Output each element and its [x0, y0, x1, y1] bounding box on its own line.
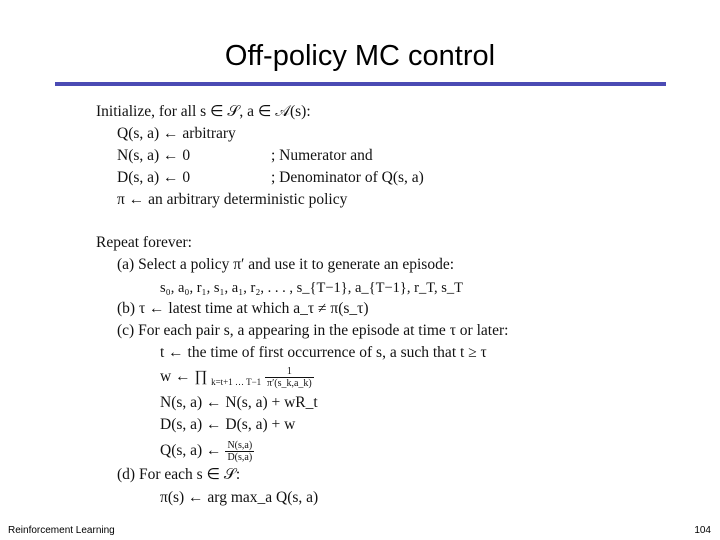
slide-title: Off-policy MC control — [224, 40, 496, 72]
weight-lhs: w ← ∏ — [160, 368, 208, 386]
q-numerator: N(s,a) — [227, 440, 253, 451]
weight-denominator: π′(s_k,a_k) — [267, 378, 312, 389]
denominator-update: D(s, a) ← D(s, a) + w — [160, 416, 296, 433]
weight-update — [160, 366, 314, 391]
init-n-comment: ; Numerator and — [271, 147, 373, 164]
init-d: D(s, a) ← 0 — [117, 169, 191, 186]
page-number: 104 — [694, 525, 711, 536]
step-t: t ← the time of first occurrence of s, a such that t ≥ τ — [160, 344, 487, 361]
q-update — [160, 440, 254, 463]
step-a: (a) Select a policy π′ and use it to generate an episode: — [117, 256, 455, 273]
init-n: N(s, a) ← 0 — [117, 147, 191, 164]
footer-course: Reinforcement Learning — [8, 525, 115, 536]
init-q: Q(s, a) ← arbitrary — [117, 125, 236, 142]
q-fraction — [225, 440, 254, 463]
greedy-update: π(s) ← arg max_a Q(s, a) — [160, 489, 319, 506]
weight-numerator: 1 — [265, 366, 314, 378]
loop-header: Repeat forever: — [96, 234, 192, 251]
step-c: (c) For each pair s, a appearing in the episode at time τ or later: — [117, 322, 509, 339]
step-d: (d) For each s ∈ 𝒮: — [117, 466, 241, 483]
q-lhs: Q(s, a) ← — [160, 442, 222, 460]
episode-sequence: s₀, a₀, r₁, s₁, a₁, r₂, . . . , s_{T−1}, a_{T−1}, r_T, s_T — [160, 280, 463, 296]
product-limits: k=t+1 … T−1 — [211, 377, 262, 388]
step-b: (b) τ ← latest time at which a_τ ≠ π(s_τ) — [117, 300, 369, 317]
q-denominator: D(s,a) — [227, 452, 253, 463]
numerator-update: N(s, a) ← N(s, a) + wR_t — [160, 394, 318, 411]
init-pi: π ← an arbitrary deterministic policy — [117, 191, 348, 208]
init-d-comment: ; Denominator of Q(s, a) — [271, 169, 424, 186]
weight-fraction — [265, 366, 314, 389]
init-header: Initialize, for all s ∈ 𝒮, a ∈ 𝒜(s): — [96, 103, 311, 120]
